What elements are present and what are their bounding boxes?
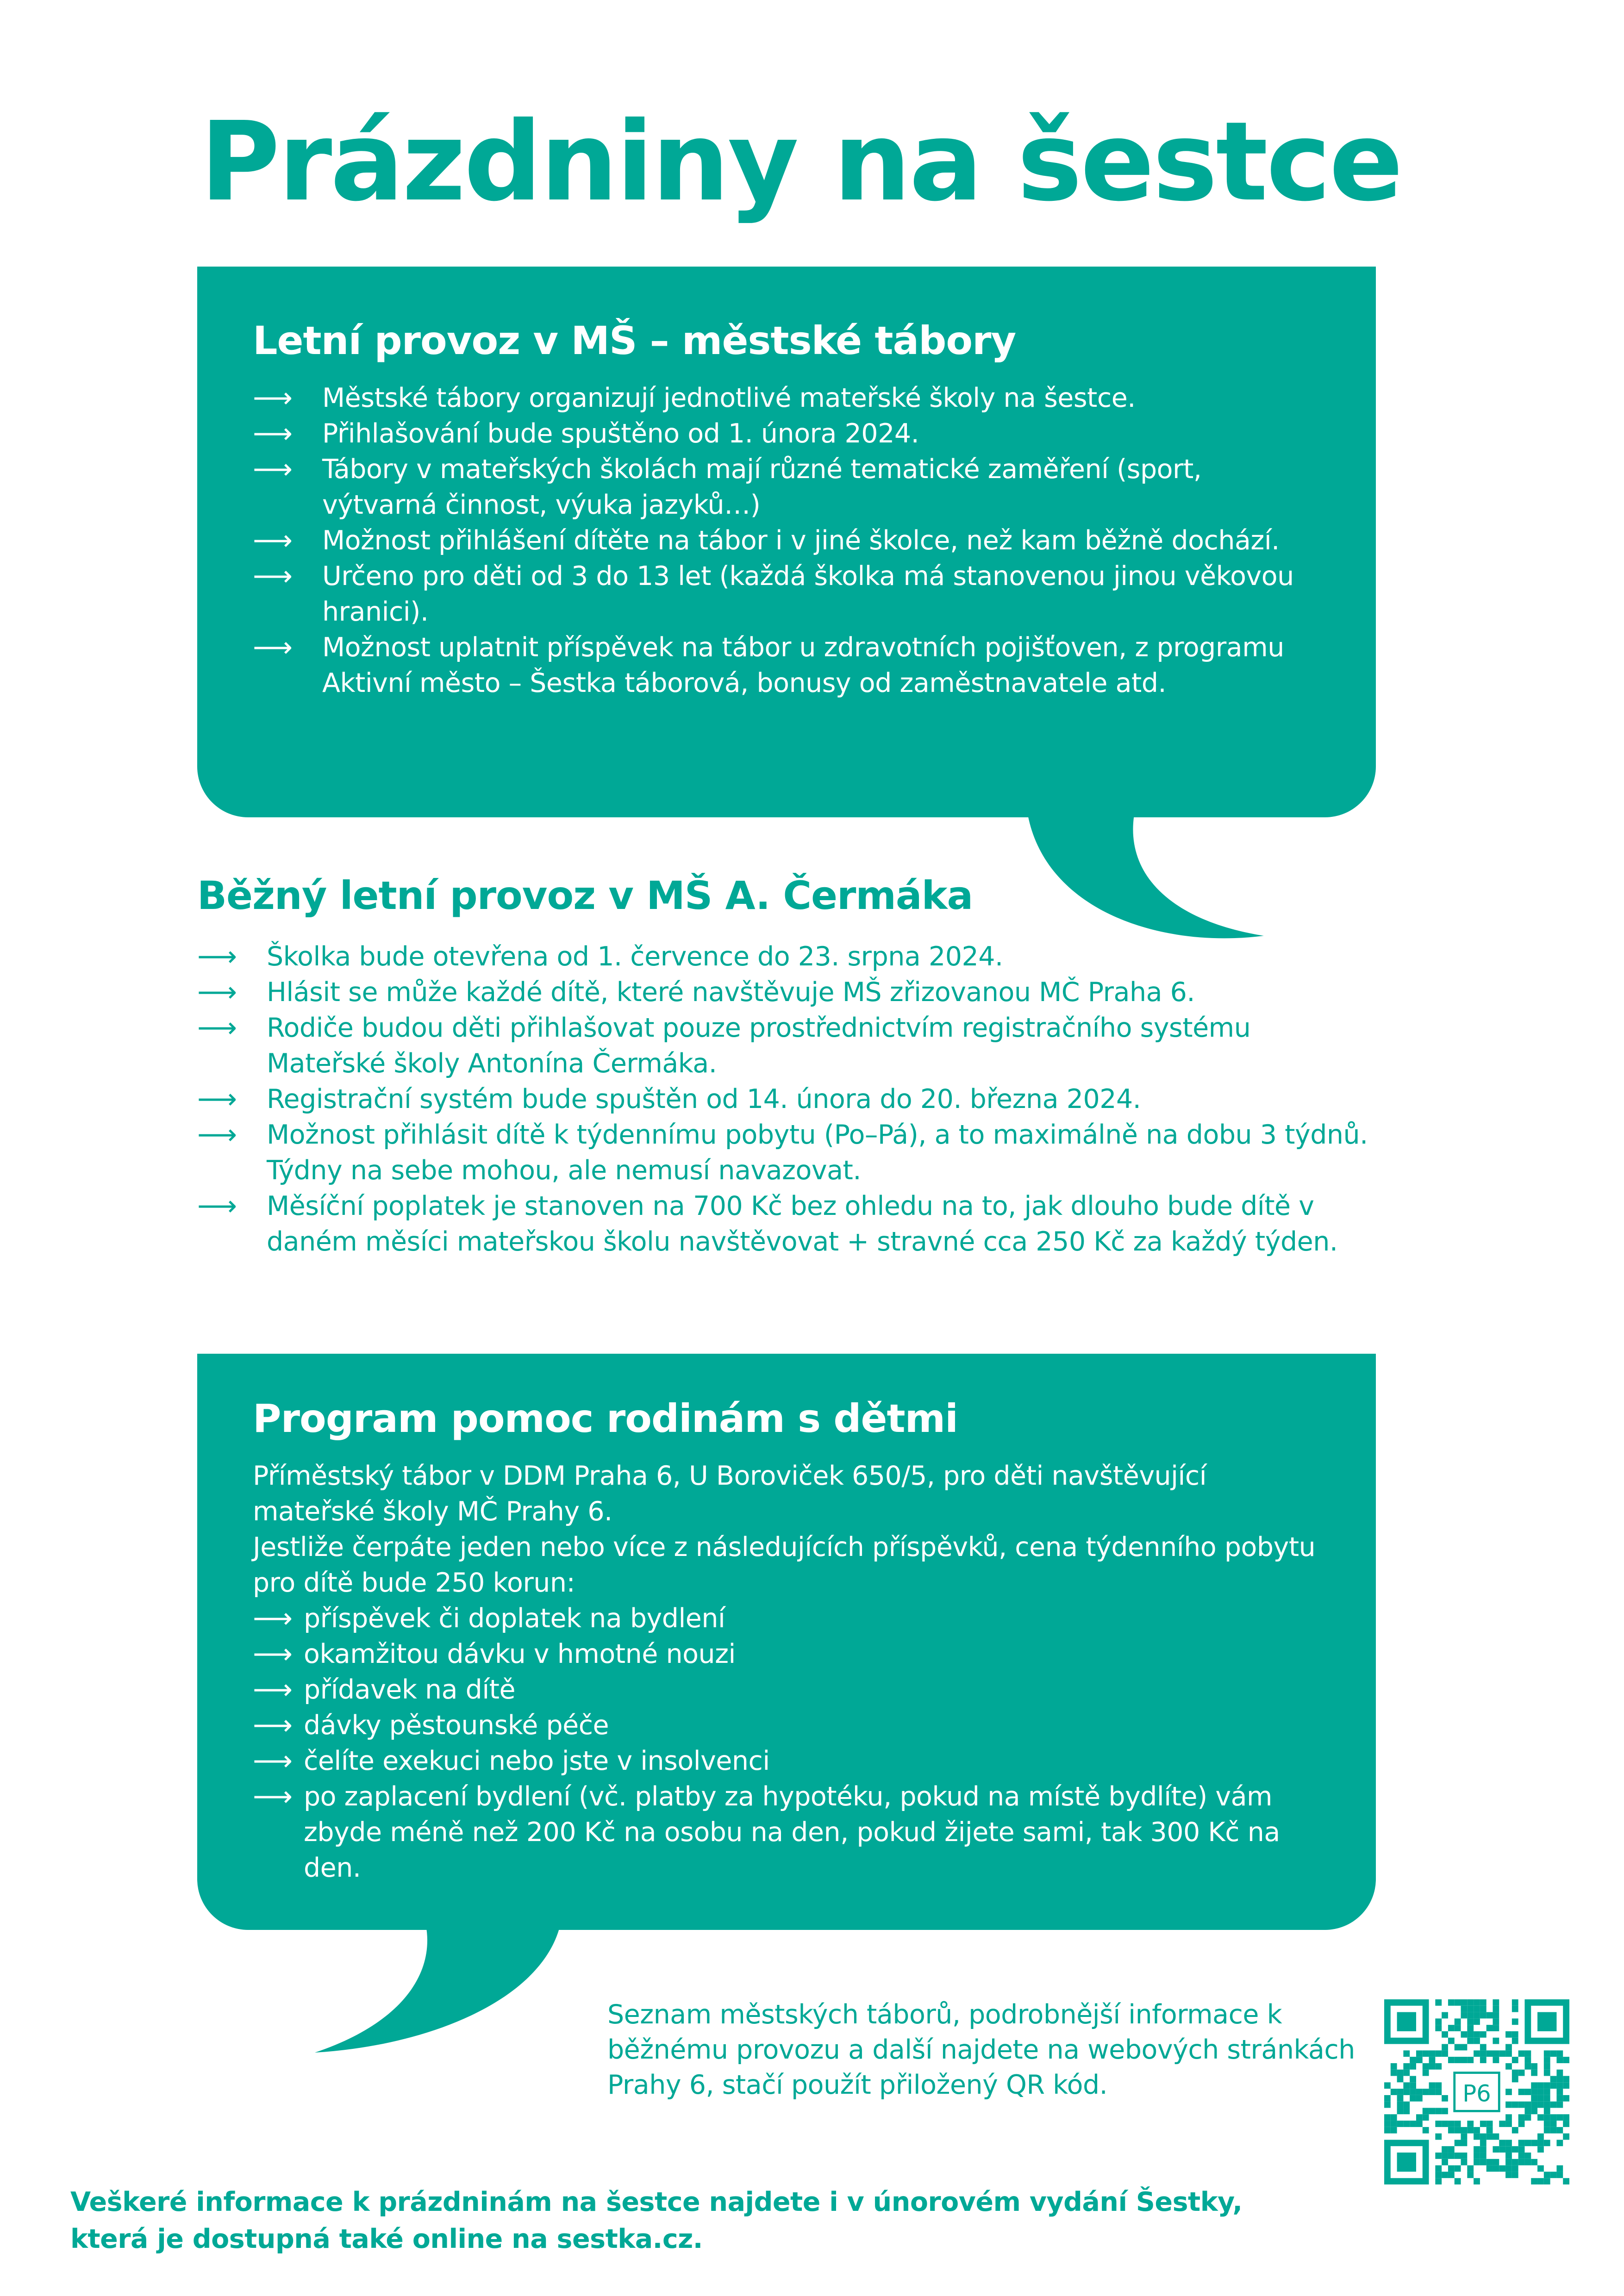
list-item: ⟶ Přihlašování bude spuštěno od 1. února 2024. <box>253 416 1316 452</box>
arrow-icon: ⟶ <box>253 1709 293 1742</box>
list-item: ⟶ Měsíční poplatek je stanoven na 700 Kč bez ohledu na to, jak dlouho bude dítě v daném měsíci mateřskou školu navštěvovat + stravné cca 250 Kč za každý týden. <box>197 1188 1376 1260</box>
arrow-icon: ⟶ <box>197 1083 237 1115</box>
arrow-icon: ⟶ <box>253 1638 293 1670</box>
qr-info-text: Seznam městských táborů, podrobnější informace k běžnému provozu a další najdete na webových stránkách Prahy 6, stačí použít přiložený QR kód. <box>607 1999 1355 2100</box>
arrow-icon: ⟶ <box>253 453 293 485</box>
section-heading-camps: Letní provoz v MŠ – městské tábory <box>253 318 1016 363</box>
list-item: ⟶ Městské tábory organizují jednotlivé mateřské školy na šestce. <box>253 380 1316 416</box>
list-item: ⟶ příspěvek či doplatek na bydlení <box>253 1601 1316 1636</box>
list-item: ⟶ Tábory v mateřských školách mají různé tematické zaměření (sport, výtvarná činnost, výuka jazyků…) <box>253 452 1316 523</box>
arrow-icon: ⟶ <box>197 976 237 1008</box>
arrow-icon: ⟶ <box>253 1780 293 1813</box>
section-heading-regular: Běžný letní provoz v MŠ A. Čermáka <box>197 873 973 918</box>
arrow-icon: ⟶ <box>253 560 293 592</box>
footer-note: Veškeré informace k prázdninám na šestce najdete i v únorovém vydání Šestky, která je dostupná také online na sestka.cz. <box>70 2187 1243 2254</box>
arrow-icon: ⟶ <box>197 1190 237 1222</box>
arrow-icon: ⟶ <box>253 382 293 414</box>
arrow-icon: ⟶ <box>253 1602 293 1635</box>
arrow-icon: ⟶ <box>197 940 237 973</box>
list-item: ⟶ Možnost přihlásit dítě k týdennímu pobytu (Po–Pá), a to maximálně na dobu 3 týdnů. Týdny na sebe mohou, ale nemusí navazovat. <box>197 1117 1376 1188</box>
list-item: ⟶ přídavek na dítě <box>253 1672 1316 1708</box>
arrow-icon: ⟶ <box>197 1012 237 1044</box>
regular-operation-section <box>197 868 1376 1260</box>
list-item: ⟶ dávky pěstounské péče <box>253 1708 1316 1743</box>
arrow-icon: ⟶ <box>253 631 293 664</box>
arrow-icon: ⟶ <box>197 1119 237 1151</box>
list-item: ⟶ Určeno pro děti od 3 do 13 let (každá školka má stanovenou jinou věkovou hranici). <box>253 559 1316 630</box>
speech-bubble-tail <box>310 1925 569 2055</box>
family-support-bubble <box>197 1354 1376 1930</box>
list-item: ⟶ Možnost přihlášení dítěte na tábor i v jiné školce, než kam běžně dochází. <box>253 523 1316 559</box>
summer-camps-bubble <box>197 267 1376 817</box>
list-item: ⟶ po zaplacení bydlení (vč. platby za hypotéku, pokud na místě bydlíte) vám zbyde méně než 200 Kč na osobu na den, pokud žijete sami, tak 300 Kč na den. <box>253 1779 1316 1886</box>
intro-paragraph: Jestliže čerpáte jeden nebo více z následujících příspěvků, cena týdenního pobytu pro dítě bude 250 korun: <box>253 1532 1316 1598</box>
list-item: ⟶ Rodiče budou děti přihlašovat pouze prostřednictvím registračního systému Mateřské školy Antonína Čermáka. <box>197 1010 1376 1082</box>
list-item: ⟶ okamžitou dávku v hmotné nouzi <box>253 1636 1316 1672</box>
list-item: ⟶ čelíte exekuci nebo jste v insolvenci <box>253 1743 1316 1779</box>
arrow-icon: ⟶ <box>253 417 293 450</box>
qr-logo-label: P6 <box>1462 2080 1491 2107</box>
camps-list <box>253 380 1316 701</box>
list-item: ⟶ Možnost uplatnit příspěvek na tábor u zdravotních pojišťoven, z programu Aktivní město – Šestka táborová, bonusy od zaměstnavatele atd. <box>253 630 1316 701</box>
arrow-icon: ⟶ <box>253 524 293 557</box>
list-item: ⟶ Registrační systém bude spuštěn od 14. února do 20. března 2024. <box>197 1082 1376 1117</box>
intro-paragraph: Příměstský tábor v DDM Praha 6, U Boroviček 650/5, pro děti navštěvující mateřské školy MČ Prahy 6. <box>253 1461 1207 1527</box>
page-title: Prázdniny na šestce <box>200 98 1402 225</box>
section-heading-family-support: Program pomoc rodinám s dětmi <box>253 1396 958 1441</box>
arrow-icon: ⟶ <box>253 1745 293 1777</box>
qr-code-icon[interactable] <box>1384 1999 1569 2184</box>
regular-list <box>197 939 1376 1260</box>
list-item: ⟶ Školka bude otevřena od 1. července do 23. srpna 2024. <box>197 939 1376 975</box>
list-item: ⟶ Hlásit se může každé dítě, které navštěvuje MŠ zřizovanou MČ Praha 6. <box>197 975 1376 1010</box>
benefits-list <box>253 1601 1316 1886</box>
arrow-icon: ⟶ <box>253 1674 293 1706</box>
family-support-intro <box>253 1458 1316 1601</box>
